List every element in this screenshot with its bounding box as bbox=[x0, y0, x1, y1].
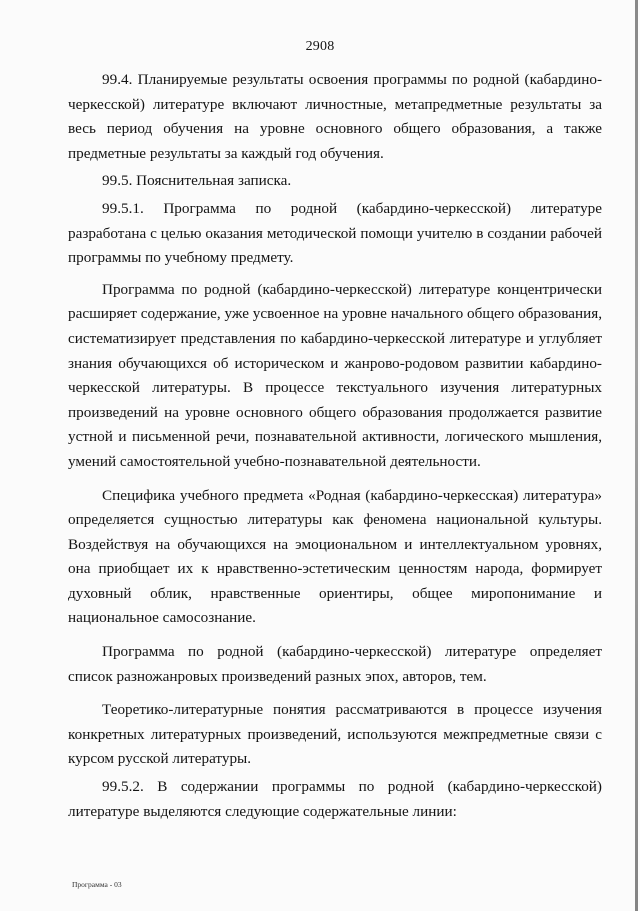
paragraph-works-list: Программа по родной (кабардино-черкесской) литературе определяет список разножанровых произведений разных эпох, авторов, тем. bbox=[68, 643, 602, 685]
footer-label: Программа - 03 bbox=[72, 880, 122, 889]
paragraph-99-5-2: 99.5.2. В содержании программы по родной (кабардино-черкесской) литературе выделяются следующие содержательные линии: bbox=[68, 778, 602, 820]
paragraph-subject-specifics: Специфика учебного предмета «Родная (кабардино-черкесская) литература» определяется сущностью литературы как феномена национальной культуры. Воздействуя на обучающихся на эмоциональном и интеллектуальном уровнях, она приобщает их к нравственно-эстетическим ценностям народа, формирует духовный облик, нравственные ориентиры, общее миропонимание и национальное самосознание. bbox=[68, 486, 602, 627]
document-body bbox=[68, 68, 602, 824]
paragraph-program-content: Программа по родной (кабардино-черкесской) литературе концентрически расширяет содержание, уже усвоенное на уровне начального общего образования, систематизирует представления по кабардино-черкесской литературе и углубляет знания обучающихся об историческом и жанрово-родовом развитии кабардино-черкесской литературы. В процессе текстуального изучения литературных произведений на уровне основного общего образования продолжается развитие устной и письменной речи, познавательной активности, логического мышления, умений самостоятельной учебно-познавательной деятельности. bbox=[68, 280, 602, 470]
page-number: 2908 bbox=[305, 39, 335, 54]
paragraph-99-4: 99.4. Планируемые результаты освоения программы по родной (кабардино-черкесской) литературе включают личностные, метапредметные результаты за весь период обучения на уровне основного общего образования, а также предметные результаты за каждый год обучения. bbox=[68, 71, 602, 162]
scan-edge-shadow bbox=[635, 0, 638, 911]
paragraph-theory-concepts: Теоретико-литературные понятия рассматриваются в процессе изучения конкретных литературных произведений, используются межпредметные связи с курсом русской литературы. bbox=[68, 701, 602, 768]
paragraph-99-5-1: 99.5.1. Программа по родной (кабардино-черкесской) литературе разработана с целью оказания методической помощи учителю в создании рабочей программы по учебному предмету. bbox=[68, 199, 602, 267]
paragraph-99-5: 99.5. Пояснительная записка. bbox=[102, 172, 292, 190]
